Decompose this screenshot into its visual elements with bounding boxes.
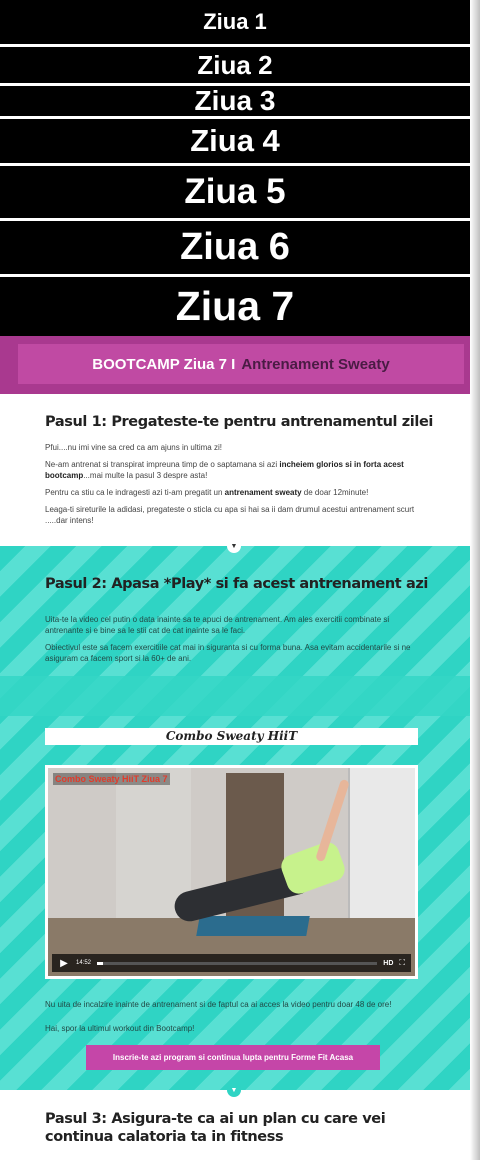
- day-label: Ziua 2: [197, 49, 273, 80]
- day-link-2[interactable]: [0, 47, 470, 86]
- banner-part-1: BOOTCAMP Ziua 7 I: [92, 355, 236, 373]
- day-link-1[interactable]: [0, 0, 470, 47]
- arrow-down-icon[interactable]: ▼: [227, 1083, 241, 1097]
- day-label: Ziua 7: [175, 283, 295, 329]
- text-span: de doar 12minute!: [301, 488, 369, 497]
- video-time: 14:52: [76, 960, 92, 966]
- step-1-paragraph: Leaga-ti sireturile la adidasi, pregateste o sticla cu apa si hai sa ii dam drumul acestui antrenament scurt .....dar intens!: [45, 505, 415, 525]
- step-3-section: [0, 1090, 470, 1160]
- step-1-section: [0, 394, 470, 544]
- video-title: Combo Sweaty HiiT: [45, 728, 418, 745]
- step-2-paragraph: Obiectivul este sa facem exercitiile cat mai in siguranta si cu forma buna. Asa evitam accidentarile si ne asiguram ca facem sport si la 60+ de ani.: [45, 643, 411, 663]
- step-2-paragraph: Uita-te la video cel putin o data inainte sa te apuci de antrenament. Am ales exercitii combinate si antrenante si e bine sa le stii cat de cat inainte sa le faci.: [45, 615, 390, 635]
- video-controls: [52, 954, 411, 972]
- video-notes: [45, 999, 425, 1040]
- day-link-5[interactable]: [0, 166, 470, 221]
- text-span: Pentru ca stiu ca le indragesti azi ti-am pregatit un: [45, 488, 225, 497]
- day-link-6[interactable]: [0, 221, 470, 277]
- day-label: Ziua 1: [203, 9, 267, 34]
- video-progress-bar[interactable]: [97, 962, 377, 965]
- day-label: Ziua 6: [180, 226, 290, 268]
- video-progress-fill: [97, 962, 103, 965]
- arrow-down-icon[interactable]: ▼: [227, 539, 241, 553]
- teal-band: [0, 676, 470, 716]
- step-1-paragraph: Pfui....nu imi vine sa cred ca am ajuns in ultima zi!: [45, 443, 222, 452]
- day-label: Ziua 5: [184, 172, 286, 211]
- bold-text: antrenament sweaty: [224, 488, 302, 497]
- video-note: Hai, spor la ultimul workout din Bootcamp!: [45, 1024, 195, 1033]
- day-list: [0, 0, 470, 336]
- video-scene-fridge: [348, 768, 417, 918]
- step-1-paragraph: [45, 459, 420, 481]
- day-label: Ziua 3: [194, 85, 276, 116]
- bold-text: incheiem glorios si in forta acest bootcamp: [45, 460, 404, 480]
- video-overlay-title: Combo Sweaty HiiT Ziua 7: [55, 774, 168, 784]
- hd-icon[interactable]: HD: [383, 959, 394, 967]
- day-link-7[interactable]: [0, 277, 470, 336]
- text-span: Ne-am antrenat si transpirat impreuna timp de o saptamana si azi: [45, 460, 280, 469]
- bootcamp-banner: [0, 336, 470, 394]
- step-1-body: [45, 442, 420, 532]
- step-2-body: [45, 614, 420, 670]
- banner-title: [18, 344, 464, 384]
- page-shadow: [470, 0, 480, 1160]
- video-scene-mat: [196, 916, 310, 936]
- step-2-title: Pasul 2: Apasa *Play* si fa acest antrenament azi: [45, 576, 428, 592]
- video-player[interactable]: [45, 765, 418, 979]
- step-1-title: Pasul 1: Pregateste-te pentru antrenamentul zilei: [45, 414, 433, 430]
- step-3-title: Pasul 3: Asigura-te ca ai un plan cu care vei continua calatoria ta in fitness: [45, 1111, 386, 1145]
- fullscreen-icon[interactable]: ⛶: [399, 958, 405, 967]
- signup-cta-button[interactable]: Inscrie-te azi program si continua lupta pentru Forme Fit Acasa: [86, 1045, 380, 1070]
- video-note: Nu uita de incalzire inainte de antrenament si de faptul ca ai acces la video pentru doar 48 de ore!: [45, 1000, 392, 1009]
- day-label: Ziua 4: [190, 123, 280, 158]
- step-1-paragraph: [45, 487, 420, 498]
- text-span: ...mai multe la pasul 3 despre asta!: [83, 471, 208, 480]
- day-link-3[interactable]: [0, 86, 470, 119]
- banner-part-2: Antrenament Sweaty: [241, 355, 390, 373]
- day-link-4[interactable]: [0, 119, 470, 166]
- play-icon[interactable]: ▶: [60, 957, 68, 969]
